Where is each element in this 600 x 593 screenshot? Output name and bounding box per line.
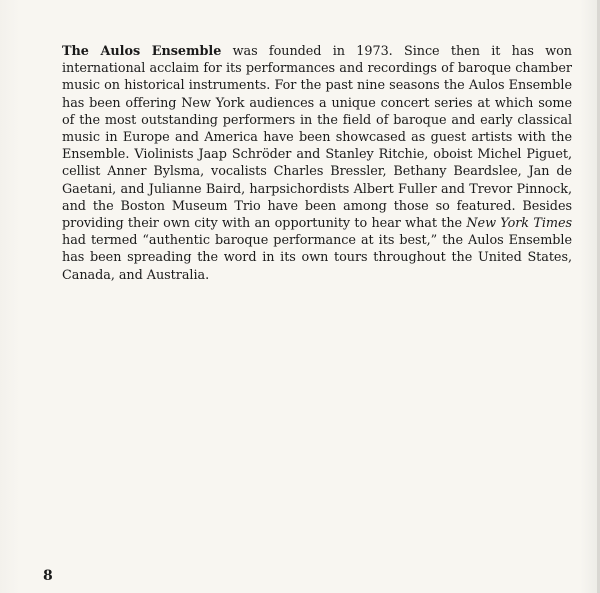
- ensemble-biography-paragraph: [62, 43, 572, 284]
- paragraph-text-part1: was founded in 1973. Since then it has won international acclaim for its performances and recordings of baroque chamber music on historical instruments. For the past nine seasons the Aulos Ensemble has been offering New York audiences a unique concert series at which some of the most outstanding performers in the field of baroque and early classical music in Europe and America have been showcased as guest artists with the Ensemble. Violinists Jaap Schröder and Stanley Ritchie, oboist Michel Piguet, cellist Anner Bylsma, vocalists Charles Bressler, Bethany Beardslee, Jan de Gaetani, and Julianne Baird, harpsichordists Albert Fuller and Trevor Pinnock, and the Boston Museum Trio have been among those so featured. Besides providing their own city with an opportunity to hear what the: [62, 44, 572, 232]
- page-number: 8: [43, 568, 53, 584]
- paragraph-text-part2: had termed “authentic baroque performance at its best,” the Aulos Ensemble has been spreading the word in its own tours throughout the United States, Canada, and Australia.: [62, 233, 572, 283]
- newspaper-title-italic: New York Times: [466, 216, 572, 232]
- ensemble-name-bold: The Aulos Ensemble: [62, 44, 222, 59]
